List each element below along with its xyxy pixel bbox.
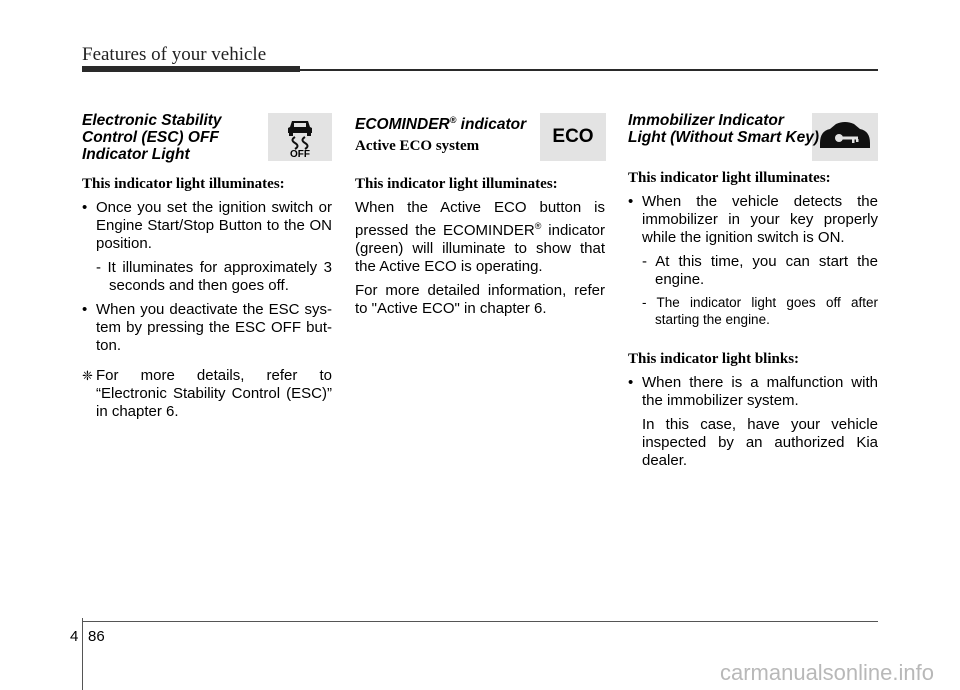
header-rule-thick bbox=[82, 66, 300, 72]
note bbox=[82, 367, 332, 421]
esc-off-subhead: This indicator light illuminates: bbox=[82, 176, 285, 192]
immobilizer-subhead-illuminates: This indicator light illuminates: bbox=[628, 170, 831, 186]
header-rule-thin bbox=[300, 69, 878, 71]
ecominder-subtitle: Active ECO system bbox=[355, 138, 480, 155]
list-subitem: - At this time, you can start the engine. bbox=[642, 253, 878, 288]
chapter-number: 4 bbox=[70, 628, 79, 645]
page-number: 86 bbox=[88, 628, 105, 645]
list-item: • When you deactivate the ESC sys-tem by pressing the ESC OFF but-ton. bbox=[82, 301, 332, 355]
watermark: carmanualsonline.info bbox=[719, 660, 934, 685]
immobilizer-advice: In this case, have your vehicle inspected by an authorized Kia dealer. bbox=[642, 416, 878, 469]
ecominder-title: ECOMINDER® indicator bbox=[355, 115, 527, 134]
esc-off-title: Electronic Stability Control (ESC) OFF Indicator Light bbox=[82, 112, 222, 163]
footer-rule bbox=[82, 621, 878, 622]
immobilizer-title: Immobilizer Indicator Light (Without Smart Key) bbox=[628, 112, 820, 146]
list-item: • Once you set the ignition switch or Engine Start/Stop Button to the ON position. bbox=[82, 199, 332, 253]
esc-off-icon-label: OFF bbox=[290, 149, 310, 160]
footer-divider bbox=[82, 618, 83, 690]
list-subitem: - It illuminates for approximately 3 seconds and then goes off. bbox=[96, 259, 332, 294]
note-symbol-icon: ❈ bbox=[82, 368, 93, 383]
note-text: For more details, refer to “Electronic Stability Control (ESC)” in chapter 6. bbox=[96, 367, 332, 420]
list-item: • When the vehicle detects the immobilizer in your key properly while the ignition switch is ON. bbox=[628, 193, 878, 247]
ecominder-section bbox=[355, 112, 605, 318]
esc-off-section bbox=[82, 112, 332, 421]
eco-icon-label: ECO bbox=[552, 126, 594, 147]
list-subitem: - The indicator light goes off after starting the engine. bbox=[642, 295, 878, 327]
immobilizer-subhead-blinks: This indicator light blinks: bbox=[628, 351, 800, 367]
ecominder-para-1: When the Active ECO button is pressed the ECOMINDER® indicator (green) will illuminate to show that the Active ECO is operating. bbox=[355, 199, 605, 276]
ecominder-para-2: For more detailed information, refer to "Active ECO" in chapter 6. bbox=[355, 282, 605, 318]
ecominder-subhead: This indicator light illuminates: bbox=[355, 176, 558, 193]
immobilizer-section bbox=[628, 112, 878, 470]
page-header-title: Features of your vehicle bbox=[82, 44, 267, 65]
list-item: • When there is a malfunction with the immobilizer system. bbox=[628, 374, 878, 410]
